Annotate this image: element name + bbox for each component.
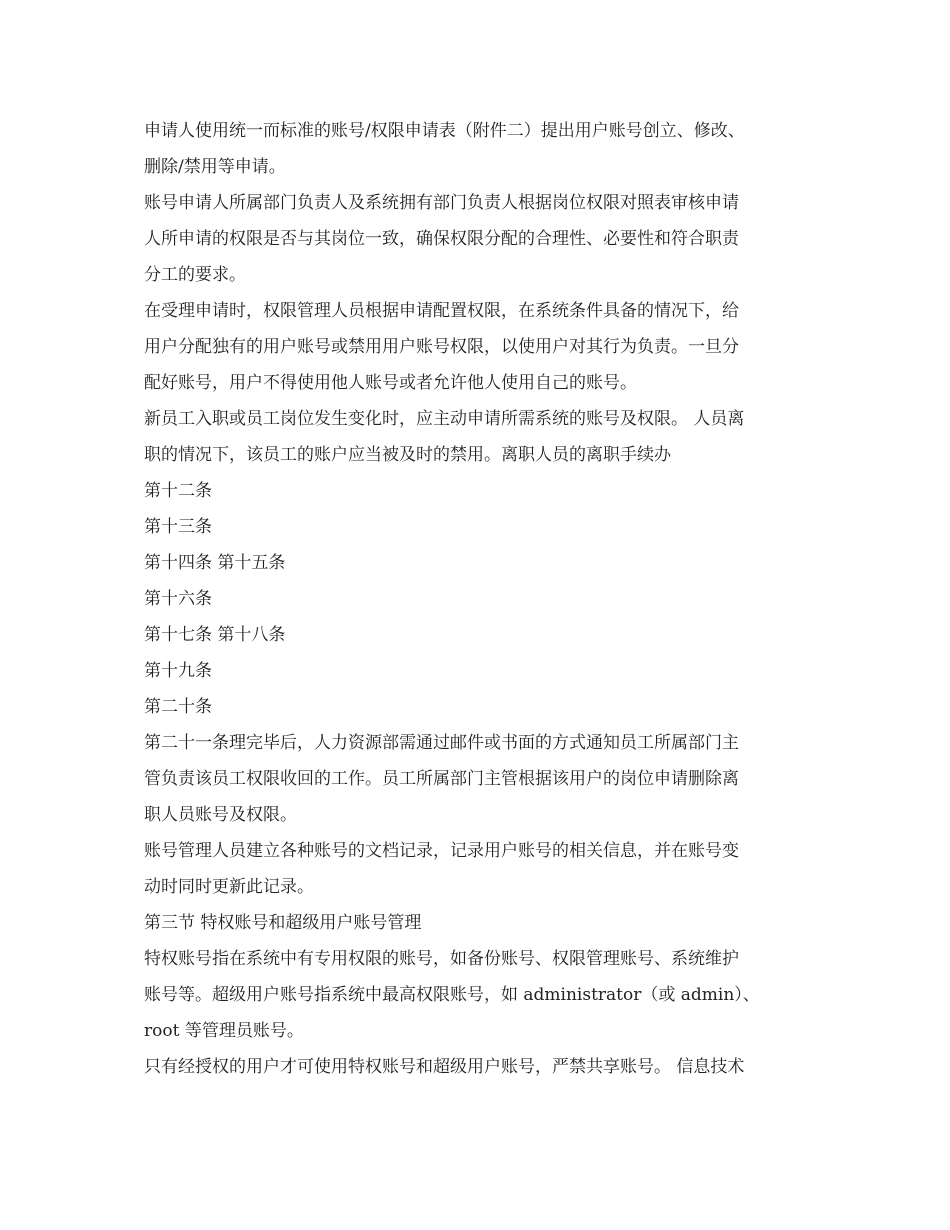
paragraph xyxy=(144,941,808,1049)
paragraph xyxy=(144,509,808,545)
text-line: 职的情况下，该员工的账户应当被及时的禁用。离职人员的离职手续办 xyxy=(144,445,671,465)
text-line: 管负责该员工权限收回的工作。员工所属部门主管根据该用户的岗位申请删除离 xyxy=(144,769,739,789)
text-line: 删除/禁用等申请。 xyxy=(144,157,286,177)
text-line: 第十三条 xyxy=(144,517,212,537)
text-line: 第十六条 xyxy=(144,589,212,609)
paragraph xyxy=(144,185,808,293)
text-line: 第十九条 xyxy=(144,661,212,681)
paragraph xyxy=(144,113,808,185)
text-line: 第二十一条理完毕后，人力资源部需通过邮件或书面的方式通知员工所属部门主 xyxy=(144,733,739,753)
text-line: 新员工入职或员工岗位发生变化时，应主动申请所需系统的账号及权限。 人员离 xyxy=(144,409,745,429)
text-line: 账号管理人员建立各种账号的文档记录，记录用户账号的相关信息，并在账号变 xyxy=(144,841,739,861)
text-line: 用户分配独有的用户账号或禁用用户账号权限，以使用户对其行为负责。一旦分 xyxy=(144,337,739,357)
document-body xyxy=(144,113,808,1085)
text-line: 配好账号，用户不得使用他人账号或者允许他人使用自己的账号。 xyxy=(144,373,637,393)
text-line: 只有经授权的用户才可使用特权账号和超级用户账号，严禁共享账号。 信息技术 xyxy=(144,1057,745,1077)
text-line: 第十七条 第十八条 xyxy=(144,625,286,645)
text-line: 在受理申请时，权限管理人员根据申请配置权限，在系统条件具备的情况下，给 xyxy=(144,301,739,321)
paragraph xyxy=(144,617,808,653)
text-line: 第十二条 xyxy=(144,481,212,501)
text-line: 职人员账号及权限。 xyxy=(144,805,297,825)
text-line: 分工的要求。 xyxy=(144,265,246,285)
text-line: 账号等。超级用户账号指系统中最高权限账号，如 administrator（或 admin）、 xyxy=(144,985,760,1005)
paragraph xyxy=(144,401,808,473)
paragraph xyxy=(144,653,808,689)
paragraph xyxy=(144,293,808,401)
text-line: 动时同时更新此记录。 xyxy=(144,877,314,897)
text-line: root 等管理员账号。 xyxy=(144,1021,304,1041)
paragraph xyxy=(144,545,808,581)
paragraph xyxy=(144,689,808,725)
text-line: 特权账号指在系统中有专用权限的账号，如备份账号、权限管理账号、系统维护 xyxy=(144,949,739,969)
paragraph xyxy=(144,833,808,905)
text-line: 第三节 特权账号和超级用户账号管理 xyxy=(144,913,422,933)
text-line: 第二十条 xyxy=(144,697,212,717)
paragraph xyxy=(144,905,808,941)
paragraph xyxy=(144,725,808,833)
text-line: 人所申请的权限是否与其岗位一致，确保权限分配的合理性、必要性和符合职责 xyxy=(144,229,739,249)
text-line: 申请人使用统一而标准的账号/权限申请表（附件二）提出用户账号创立、修改、 xyxy=(144,121,745,141)
text-line: 账号申请人所属部门负责人及系统拥有部门负责人根据岗位权限对照表审核申请 xyxy=(144,193,739,213)
paragraph xyxy=(144,473,808,509)
paragraph xyxy=(144,581,808,617)
text-line: 第十四条 第十五条 xyxy=(144,553,286,573)
paragraph xyxy=(144,1049,808,1085)
